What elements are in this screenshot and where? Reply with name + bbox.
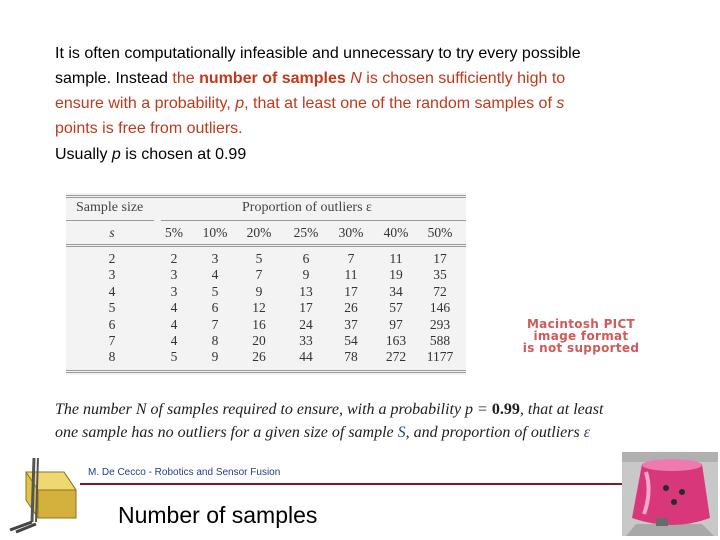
table-cell-s: 5 [108, 300, 116, 316]
samples-table [66, 193, 466, 375]
intro-paragraph: It is often computationally infeasible and unnecessary to try every possible sample. Instead the number of samples N is chosen sufficiently high to ensure with a probability, p, that at least one of the random samples of s points is free from outliers. [55, 45, 581, 137]
column-header: 5% [165, 225, 183, 240]
table-cell: 163 [385, 333, 407, 348]
table-cell-s: 6 [108, 316, 116, 332]
column-header: 10% [202, 225, 228, 240]
table-cell: 33 [299, 333, 313, 348]
table-cell: 146 [429, 300, 451, 316]
table-cell: 13 [299, 283, 313, 299]
table-cell: 44 [299, 349, 313, 365]
table-cell: 293 [429, 316, 451, 332]
table-cell: 272 [385, 349, 407, 365]
table-cell-s: 3 [108, 267, 116, 283]
table-cell: 11 [344, 267, 358, 283]
table-cell: 1177 [426, 349, 454, 365]
header-sample-size: Sample size [76, 200, 144, 215]
column-header: 25% [293, 225, 319, 240]
table-cell: 8 [211, 333, 219, 348]
table-cell: 17 [344, 283, 358, 299]
table-cell: 6 [302, 251, 310, 266]
table-cell: 4 [170, 333, 178, 348]
table-cell: 3 [170, 267, 178, 283]
table-caption: The number N of samples required to ensure, with a probability p = 0.99, that at least one sample has no outliers for a given size of sample S, and proportion of outliers ε [55, 401, 604, 441]
table-cell-s: 2 [108, 251, 116, 266]
table-cell-s: 7 [108, 333, 116, 348]
table-cell: 6 [211, 300, 219, 316]
footer-author: M. De Cecco - Robotics and Sensor Fusion [88, 467, 281, 478]
table-cell: 9 [302, 267, 310, 283]
table-cell: 588 [429, 333, 451, 348]
table-cell: 19 [389, 267, 403, 283]
column-header: 20% [246, 225, 272, 240]
column-header: 40% [383, 225, 409, 240]
table-cell: 35 [433, 267, 447, 283]
table-cell: 57 [389, 300, 403, 316]
probability-note: Usually p is chosen at 0.99 [55, 146, 247, 163]
table-cell-s: 4 [108, 283, 116, 299]
table-cell: 4 [211, 267, 219, 283]
robot-photo [622, 452, 718, 536]
table-cell: 9 [255, 283, 263, 299]
table-cell: 5 [255, 251, 263, 266]
table-cell: 2 [170, 251, 178, 266]
table-cell: 72 [433, 283, 447, 299]
forklift-icon [4, 452, 80, 536]
table-cell: 3 [170, 283, 178, 299]
table-cell: 4 [170, 300, 178, 316]
footer-rule [80, 483, 630, 485]
table-cell: 7 [347, 251, 355, 266]
header-s: s [109, 225, 115, 240]
slide-title: Number of samples [118, 502, 318, 528]
column-header: 50% [427, 225, 453, 240]
table-cell-s: 8 [108, 349, 116, 365]
table-cell: 26 [252, 349, 266, 365]
table-cell: 37 [344, 316, 358, 332]
table-cell: 78 [344, 349, 358, 365]
table-cell: 54 [344, 333, 358, 348]
table-cell: 11 [389, 251, 403, 266]
table-cell: 26 [344, 300, 358, 316]
table-cell: 12 [252, 300, 266, 316]
table-cell: 5 [170, 349, 178, 365]
table-cell: 34 [389, 283, 403, 299]
table-cell: 9 [211, 349, 219, 365]
table-cell: 7 [255, 267, 263, 283]
table-cell: 16 [252, 316, 266, 332]
table-cell: 17 [433, 251, 447, 266]
column-header: 30% [338, 225, 364, 240]
table-cell: 5 [211, 283, 219, 299]
table-cell: 17 [299, 300, 313, 316]
pict-placeholder: Macintosh PICT image format is not supported [522, 317, 640, 355]
table-cell: 24 [299, 316, 313, 332]
table-cell: 4 [170, 316, 178, 332]
table-cell: 20 [252, 333, 266, 348]
table-cell: 97 [389, 316, 403, 332]
table-cell: 7 [211, 316, 219, 332]
header-proportion: Proportion of outliers ε [242, 200, 372, 215]
table-cell: 3 [211, 251, 219, 266]
